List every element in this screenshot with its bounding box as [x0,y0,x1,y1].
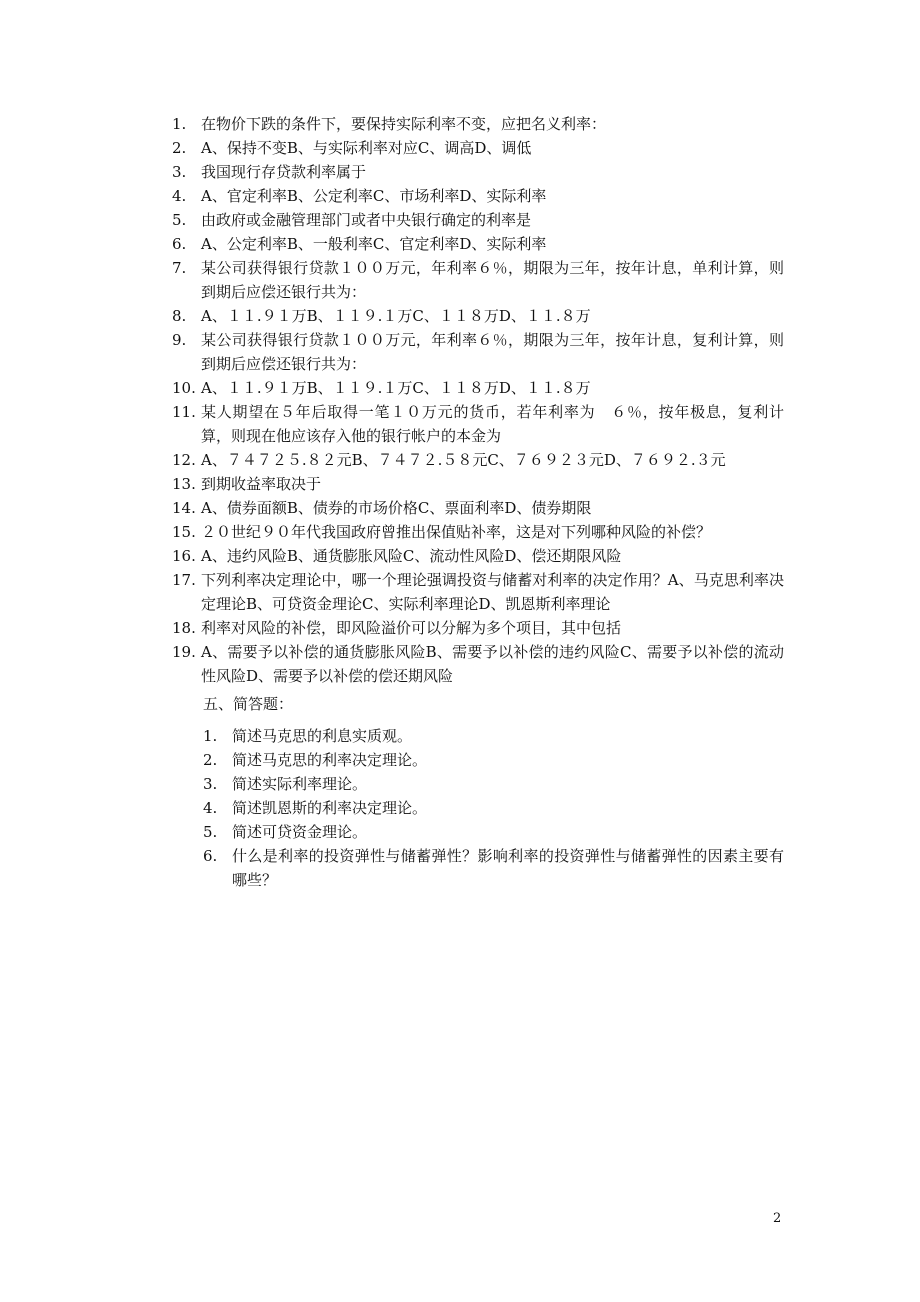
list-item [0,304,920,328]
list-item [0,844,920,892]
list-item [0,520,920,544]
item-number: 17. [172,571,196,589]
item-text: 由政府或金融管理部门或者中央银行确定的利率是 [201,211,532,229]
item-number: 1. [203,727,218,745]
list-item [0,376,920,400]
item-text: 什么是利率的投资弹性与储蓄弹性？影响利率的投资弹性与储蓄弹性的因素主要有哪些？ [232,847,784,889]
item-number: 15. [172,523,196,541]
item-number: 7. [172,259,187,277]
item-number: 16. [172,547,196,565]
list-item [0,724,920,748]
item-number: 4. [172,187,187,205]
list-item [0,112,920,136]
item-number: 2. [172,139,187,157]
list-item [0,136,920,160]
item-text: 某人期望在５年后取得一笔１０万元的货币，若年利率为 ６％，按年极息，复利计算，则现在他应该存入他的银行帐户的本金为 [201,403,784,445]
item-text: A、１１.９１万B、１１９.１万C、１１８万D、１１.８万 [201,379,591,397]
item-text: A、债券面额B、债券的市场价格C、票面利率D、债券期限 [201,499,592,517]
list-item [0,796,920,820]
item-text: 简述可贷资金理论。 [232,823,368,841]
item-number: 6. [203,847,218,865]
list-item [0,820,920,844]
item-text: 某公司获得银行贷款１００万元，年利率６％，期限为三年，按年计息，复利计算，则到期后应偿还银行共为： [201,331,784,373]
item-text: 简述凯恩斯的利率决定理论。 [232,799,428,817]
item-text: A、违约风险B、通货膨胀风险C、流动性风险D、偿还期限风险 [201,547,622,565]
item-text: 下列利率决定理论中，哪一个理论强调投资与储蓄对利率的决定作用？A、马克思利率决定理论B、可贷资金理论C、实际利率理论D、凯恩斯利率理论 [201,571,784,613]
list-item [0,400,920,448]
list-item [0,448,920,472]
item-number: 3. [172,163,187,181]
item-number: 3. [203,775,218,793]
list-item [0,184,920,208]
item-number: 5. [172,211,187,229]
list-item [0,616,920,640]
list-item [0,256,920,304]
item-number: 6. [172,235,187,253]
question-list [0,112,920,688]
section-heading: 五、简答题： [203,695,294,713]
item-number: 5. [203,823,218,841]
item-text: 简述实际利率理论。 [232,775,368,793]
item-number: 1. [172,115,187,133]
list-item [0,232,920,256]
item-number: 14. [172,499,196,517]
item-number: 8. [172,307,187,325]
list-item [0,748,920,772]
item-text: 在物价下跌的条件下，要保持实际利率不变，应把名义利率： [201,115,607,133]
item-text: 到期收益率取决于 [201,475,322,493]
list-item [0,544,920,568]
item-number: 12. [172,451,196,469]
item-text: A、保持不变B、与实际利率对应C、调高D、调低 [201,139,532,157]
item-number: 11. [172,403,196,421]
list-item [0,208,920,232]
item-number: 18. [172,619,196,637]
item-text: ２０世纪９０年代我国政府曾推出保值贴补率，这是对下列哪种风险的补偿？ [201,523,712,541]
item-number: 13. [172,475,196,493]
item-text: 利率对风险的补偿，即风险溢价可以分解为多个项目，其中包括 [201,619,622,637]
item-text: A、需要予以补偿的通货膨胀风险B、需要予以补偿的违约风险C、需要予以补偿的流动性风险D、需要予以补偿的偿还期风险 [201,643,784,685]
item-number: 2. [203,751,218,769]
item-text: 某公司获得银行贷款１００万元，年利率６％，期限为三年，按年计息，单利计算，则到期后应偿还银行共为： [201,259,784,301]
item-text: A、１１.９１万B、１１９.１万C、１１８万D、１１.８万 [201,307,591,325]
item-number: 10. [172,379,196,397]
item-text: 我国现行存贷款利率属于 [201,163,367,181]
list-item [0,568,920,616]
item-number: 19. [172,643,196,661]
list-item [0,496,920,520]
item-text: 简述马克思的利率决定理论。 [232,751,428,769]
list-item [0,772,920,796]
item-text: A、公定利率B、一般利率C、官定利率D、实际利率 [201,235,547,253]
item-number: 4. [203,799,218,817]
item-text: A、官定利率B、公定利率C、市场利率D、实际利率 [201,187,547,205]
list-item [0,472,920,496]
item-number: 9. [172,331,187,349]
list-item [0,640,920,688]
page-number: 2 [773,1211,782,1226]
short-answer-list [0,724,920,892]
list-item [0,160,920,184]
item-text: 简述马克思的利息实质观。 [232,727,413,745]
item-text: A、７４７２５.８２元B、７４７２.５８元C、７６９２３元D、７６９２.３元 [201,451,726,469]
list-item [0,328,920,376]
